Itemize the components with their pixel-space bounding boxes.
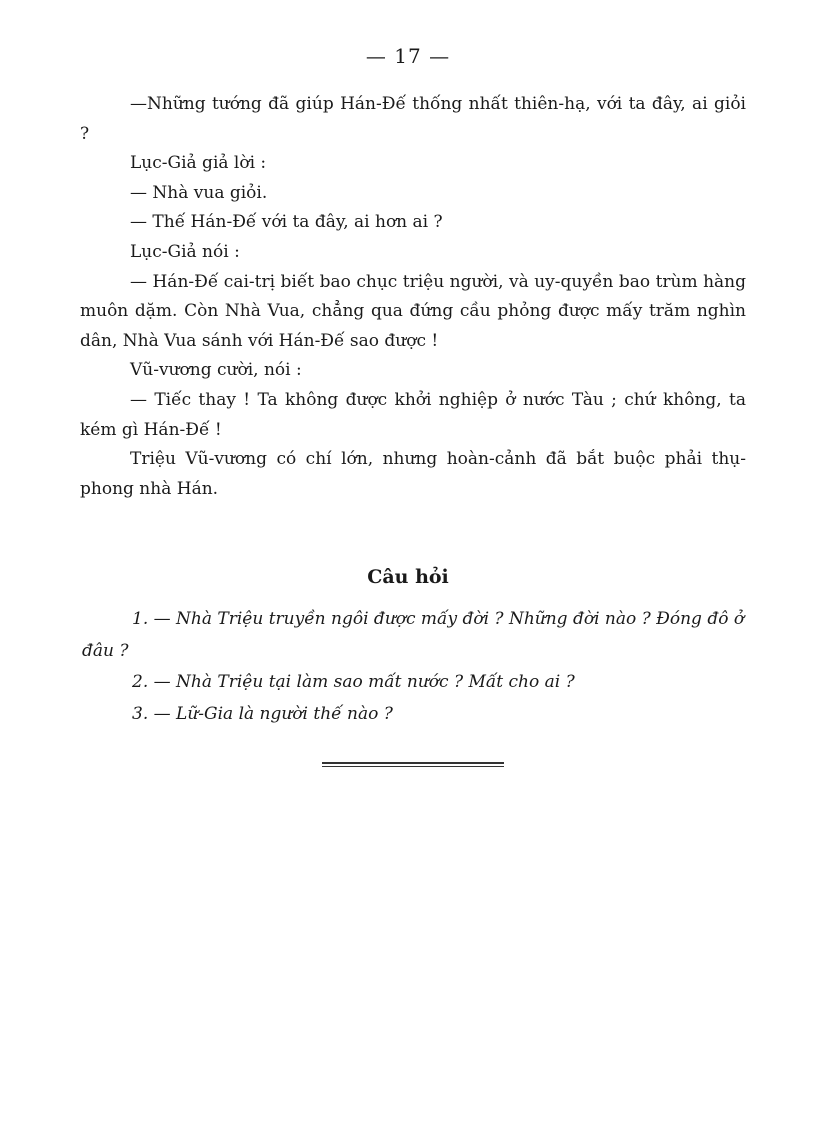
paragraph: — Tiếc thay ! Ta không được khởi nghiệp ở nước Tàu ; chứ không, ta kém gì Hán-Đế ! bbox=[80, 389, 746, 440]
paragraph: Triệu Vũ-vương có chí lớn, nhưng hoàn-cảnh đã bắt buộc phải thụ-phong nhà Hán. bbox=[80, 449, 746, 499]
question-item: 2. — Nhà Triệu tại làm sao mất nước ? Mất cho ai ? bbox=[132, 672, 575, 692]
question-list bbox=[82, 604, 746, 730]
paragraph: — Thế Hán-Đế với ta đây, ai hơn ai ? bbox=[130, 212, 443, 233]
question-item: 1. — Nhà Triệu truyền ngôi được mấy đời ? Những đời nào ? Đóng đô ở đâu ? bbox=[82, 609, 745, 661]
question-item: 3. — Lữ-Gia là người thế nào ? bbox=[132, 703, 393, 724]
paragraph: —Những tướng đã giúp Hán-Đế thống nhất thiên-hạ, với ta đây, ai giỏi ? bbox=[80, 94, 746, 144]
section-divider bbox=[322, 762, 504, 768]
section-heading-questions: Câu hỏi bbox=[367, 566, 449, 588]
paragraph: Lục-Giả giả lời : bbox=[130, 153, 267, 174]
paragraph: — Hán-Đế cai-trị biết bao chục triệu người, và uy-quyền bao trùm hàng muôn dặm. Còn Nhà Vua, chẳng qua đứng cầu phỏng được mấy trăm nghìn dân, Nhà Vua sánh với Hán-Đế sao được ! bbox=[80, 271, 746, 351]
paragraph: Lục-Giả nói : bbox=[130, 241, 240, 262]
paragraph: — Nhà vua giỏi. bbox=[130, 182, 268, 203]
paragraph: Vũ-vương cười, nói : bbox=[130, 360, 302, 381]
page-number: — 17 — bbox=[365, 44, 451, 68]
dialogue-text bbox=[80, 90, 746, 504]
